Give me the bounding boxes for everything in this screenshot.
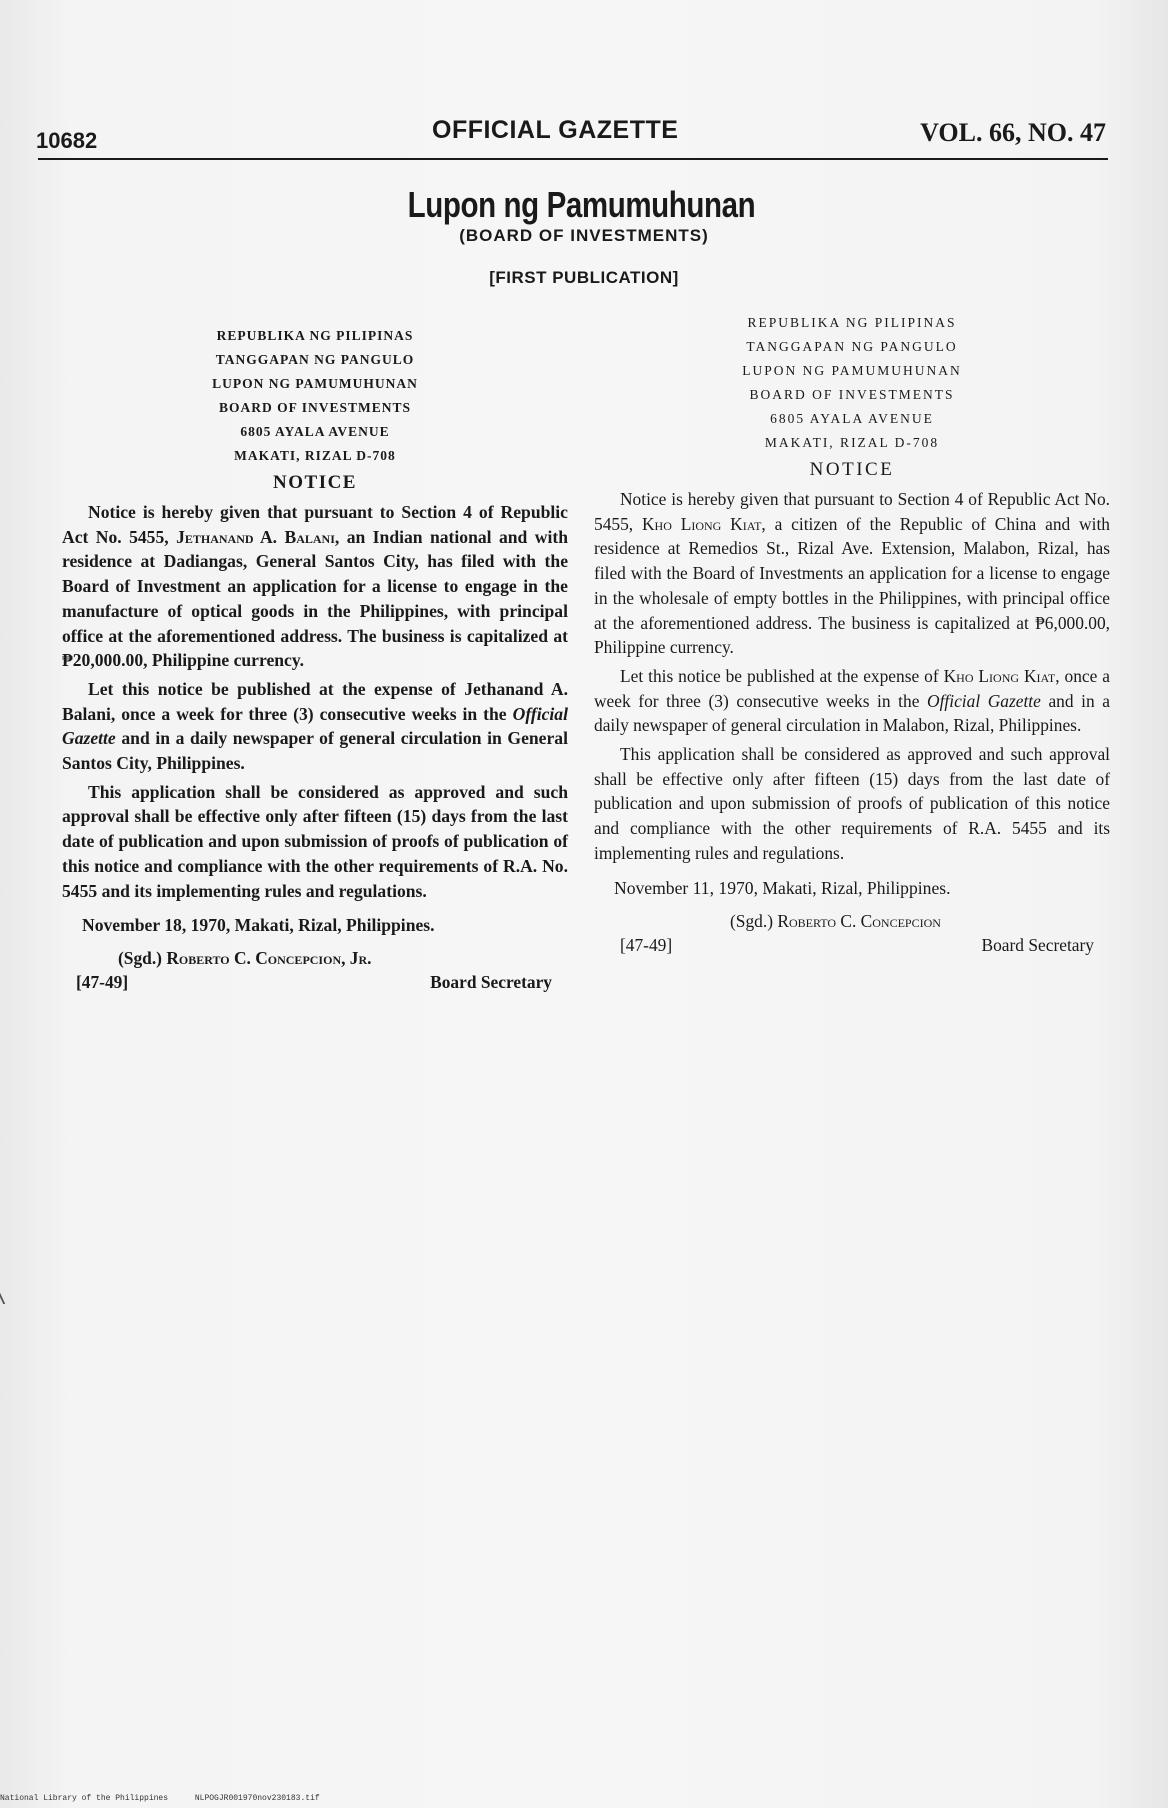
gazette-name: Official Gazette — [62, 703, 568, 749]
header-rule — [38, 158, 1108, 160]
footer-source: National Library of the Philippines — [0, 1794, 169, 1803]
gazette-name: Official Gazette — [927, 690, 1041, 711]
signatory-name: Roberto C. Concepcion, Jr. — [166, 948, 372, 969]
address-line: TANGGAPAN NG PANGULO — [746, 339, 958, 354]
paragraph-text: Let this notice be published at the expense of — [620, 665, 939, 686]
notice-paragraph — [594, 487, 1110, 660]
signatory-role: Board Secretary — [981, 934, 1094, 955]
sgd-label: (Sgd.) — [730, 910, 773, 931]
signatory-role: Board Secretary — [430, 972, 552, 993]
address-block — [594, 311, 1110, 455]
notice-paragraph — [594, 664, 1110, 738]
paragraph-text: an Indian national and with residence at Dadiangas, General Santos City, has filed with the Board of Investment an application for a license to engage in the manufacture of optical goods in the Philippines, with principal office at the aforementioned address. The business is capitalized at ₱20,000.00, Philippine currency. — [62, 526, 568, 671]
paragraph-text: Let this notice be published at the expense of Jethanand A. Balani, once a week for three (3) consecutive weeks in the — [62, 678, 568, 724]
address-line: LUPON NG PAMUMUHUNAN — [212, 376, 418, 391]
paragraph-text: and in a daily newspaper of general circulation in General Santos City, Philippines. — [62, 728, 568, 774]
address-line: REPUBLIKA NG PILIPINAS — [747, 315, 957, 330]
gazette-title: OFFICIAL GAZETTE — [432, 116, 679, 144]
signature-block — [62, 948, 568, 1000]
notice-balani — [62, 324, 568, 1000]
signature-line — [730, 911, 941, 932]
address-line: TANGGAPAN NG PANGULO — [215, 352, 415, 367]
signature-line — [118, 948, 372, 969]
notice-kho — [594, 311, 1110, 963]
issue-reference: [47-49] — [620, 934, 673, 955]
address-line: MAKATI, RIZAL D-708 — [234, 448, 396, 463]
applicant-name: Kho Liong Kiat, — [943, 665, 1060, 686]
address-block — [62, 324, 568, 468]
paragraph-text: Notice is hereby given that pursuant to Section 4 of Republic Act No. 5455, — [62, 502, 568, 547]
address-line: REPUBLIKA NG PILIPINAS — [216, 328, 414, 343]
address-line: 6805 AYALA AVENUE — [770, 411, 934, 426]
address-line: BOARD OF INVESTMENTS — [749, 387, 955, 402]
notice-date: November 11, 1970, Makati, Rizal, Philippines. — [614, 877, 951, 898]
scan-footer — [0, 1794, 342, 1803]
notice-date: November 18, 1970, Makati, Rizal, Philippines. — [82, 915, 435, 936]
notice-heading: NOTICE — [809, 459, 895, 480]
footer-file: NLPOGJR001970nov230183.tif — [194, 1794, 320, 1803]
signatory-name: Roberto C. Concepcion — [777, 910, 941, 931]
address-line: LUPON NG PAMUMUHUNAN — [742, 363, 962, 378]
address-line: MAKATI, RIZAL D-708 — [764, 435, 940, 450]
section-title: Lupon ng Pamumuhunan — [407, 184, 756, 225]
page-header — [36, 108, 1106, 153]
applicant-name: Kho Liong Kiat, — [641, 513, 766, 534]
notice-paragraph: This application shall be considered as approved and such approval shall be effective only after fifteen (15) days from the last date of publication and upon submission of proofs of publication of this notice and compliance with the other requirements of R.A. 5455 and its implementing rules and regulations. — [594, 744, 1110, 863]
issue-reference: [47-49] — [76, 972, 129, 993]
notice-paragraph: This application shall be considered as approved and such approval shall be effective only after fifteen (15) days from the last date of publication and upon submission of proofs of publication of this notice and compliance with the other requirements of R.A. No. 5455 and its implementing rules and regulations. — [62, 781, 568, 901]
applicant-name: Jethanand A. Balani, — [176, 526, 340, 547]
paragraph-text: a citizen of the Republic of China and with residence at Remedios St., Rizal Ave. Extension, Malabon, Rizal, has filed with the Board of Investments an application for a license to engage in the wholesale of empty bottles in the Philippines, with principal office at the aforementioned address. The business is capitalized at ₱6,000.00, Philippine currency. — [594, 513, 1110, 658]
address-line: BOARD OF INVESTMENTS — [218, 400, 412, 415]
notice-paragraph — [62, 677, 568, 776]
page-number: 10682 — [36, 128, 98, 153]
notice-paragraph — [62, 500, 568, 673]
address-line: 6805 AYALA AVENUE — [240, 424, 390, 439]
volume-number: VOL. 66, NO. 47 — [920, 118, 1106, 147]
paragraph-text: once a week for three (3) consecutive weeks in the — [594, 665, 1111, 711]
sgd-label: (Sgd.) — [118, 948, 162, 969]
paragraph-text: and in a daily newspaper of general circulation in Malabon, Rizal, Philippines. — [594, 690, 1110, 736]
publication-label: [FIRST PUBLICATION] — [489, 268, 679, 287]
paragraph-text: Notice is hereby given that pursuant to Section 4 of Republic Act No. 5455, — [594, 489, 1110, 534]
page-edge-mark — [0, 1290, 13, 1304]
signature-block — [594, 911, 1110, 963]
section-subtitle: (BOARD OF INVESTMENTS) — [459, 226, 709, 245]
notice-heading: NOTICE — [273, 472, 357, 493]
